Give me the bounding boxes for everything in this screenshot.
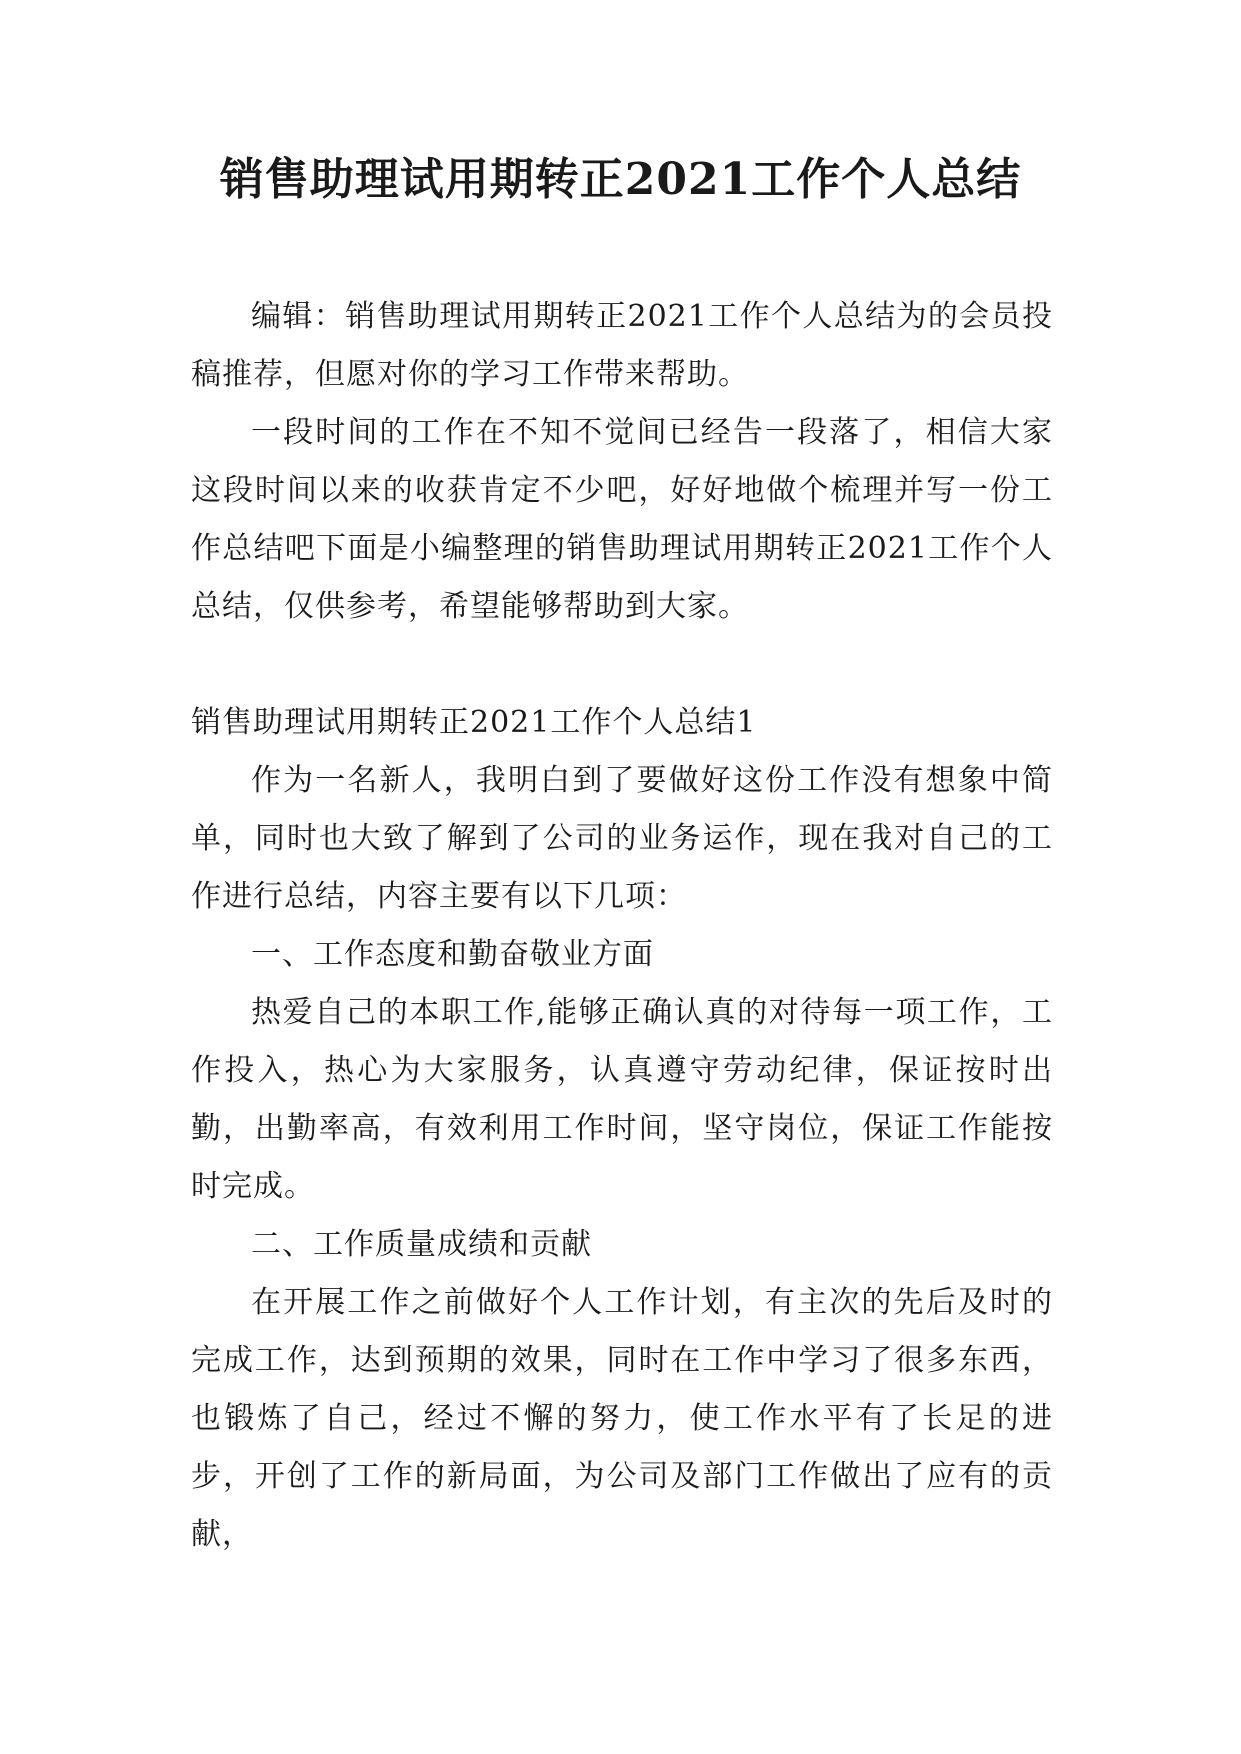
section-title: 销售助理试用期转正2021工作个人总结1 [191,705,757,740]
section-paragraph-2: 热爱自己的本职工作,能够正确认真的对待每一项工作，工作投入，热心为大家服务，认真遵守劳动纪律，保证按时出勤，出勤率高，有效利用工作时间，坚守岗位，保证工作能按时完成。 [191,995,1053,1204]
intro-paragraph: 一段时间的工作在不知不觉间已经告一段落了，相信大家这段时间以来的收获肯定不少吧，好好地做个梳理并写一份工作总结吧下面是小编整理的销售助理试用期转正2021工作个人总结，仅供参考，希望能够帮助到大家。 [191,415,1053,624]
document-title: 销售助理试用期转正2021工作个人总结 [219,154,1022,205]
editor-note-paragraph: 编辑：销售助理试用期转正2021工作个人总结为的会员投稿推荐，但愿对你的学习工作带来帮助。 [191,299,1053,392]
section-heading-2: 二、工作质量成绩和贡献 [251,1227,592,1262]
document-body [191,288,1053,1564]
section-paragraph-1: 作为一名新人，我明白到了要做好这份工作没有想象中简单，同时也大致了解到了公司的业务运作，现在我对自己的工作进行总结，内容主要有以下几项： [191,763,1053,914]
section-heading-1: 一、工作态度和勤奋敬业方面 [251,937,654,972]
section-paragraph-3: 在开展工作之前做好个人工作计划，有主次的先后及时的完成工作，达到预期的效果，同时在工作中学习了很多东西，也锻炼了自己，经过不懈的努力，使工作水平有了长足的进步，开创了工作的新局面，为公司及部门工作做出了应有的贡献， [191,1285,1053,1552]
